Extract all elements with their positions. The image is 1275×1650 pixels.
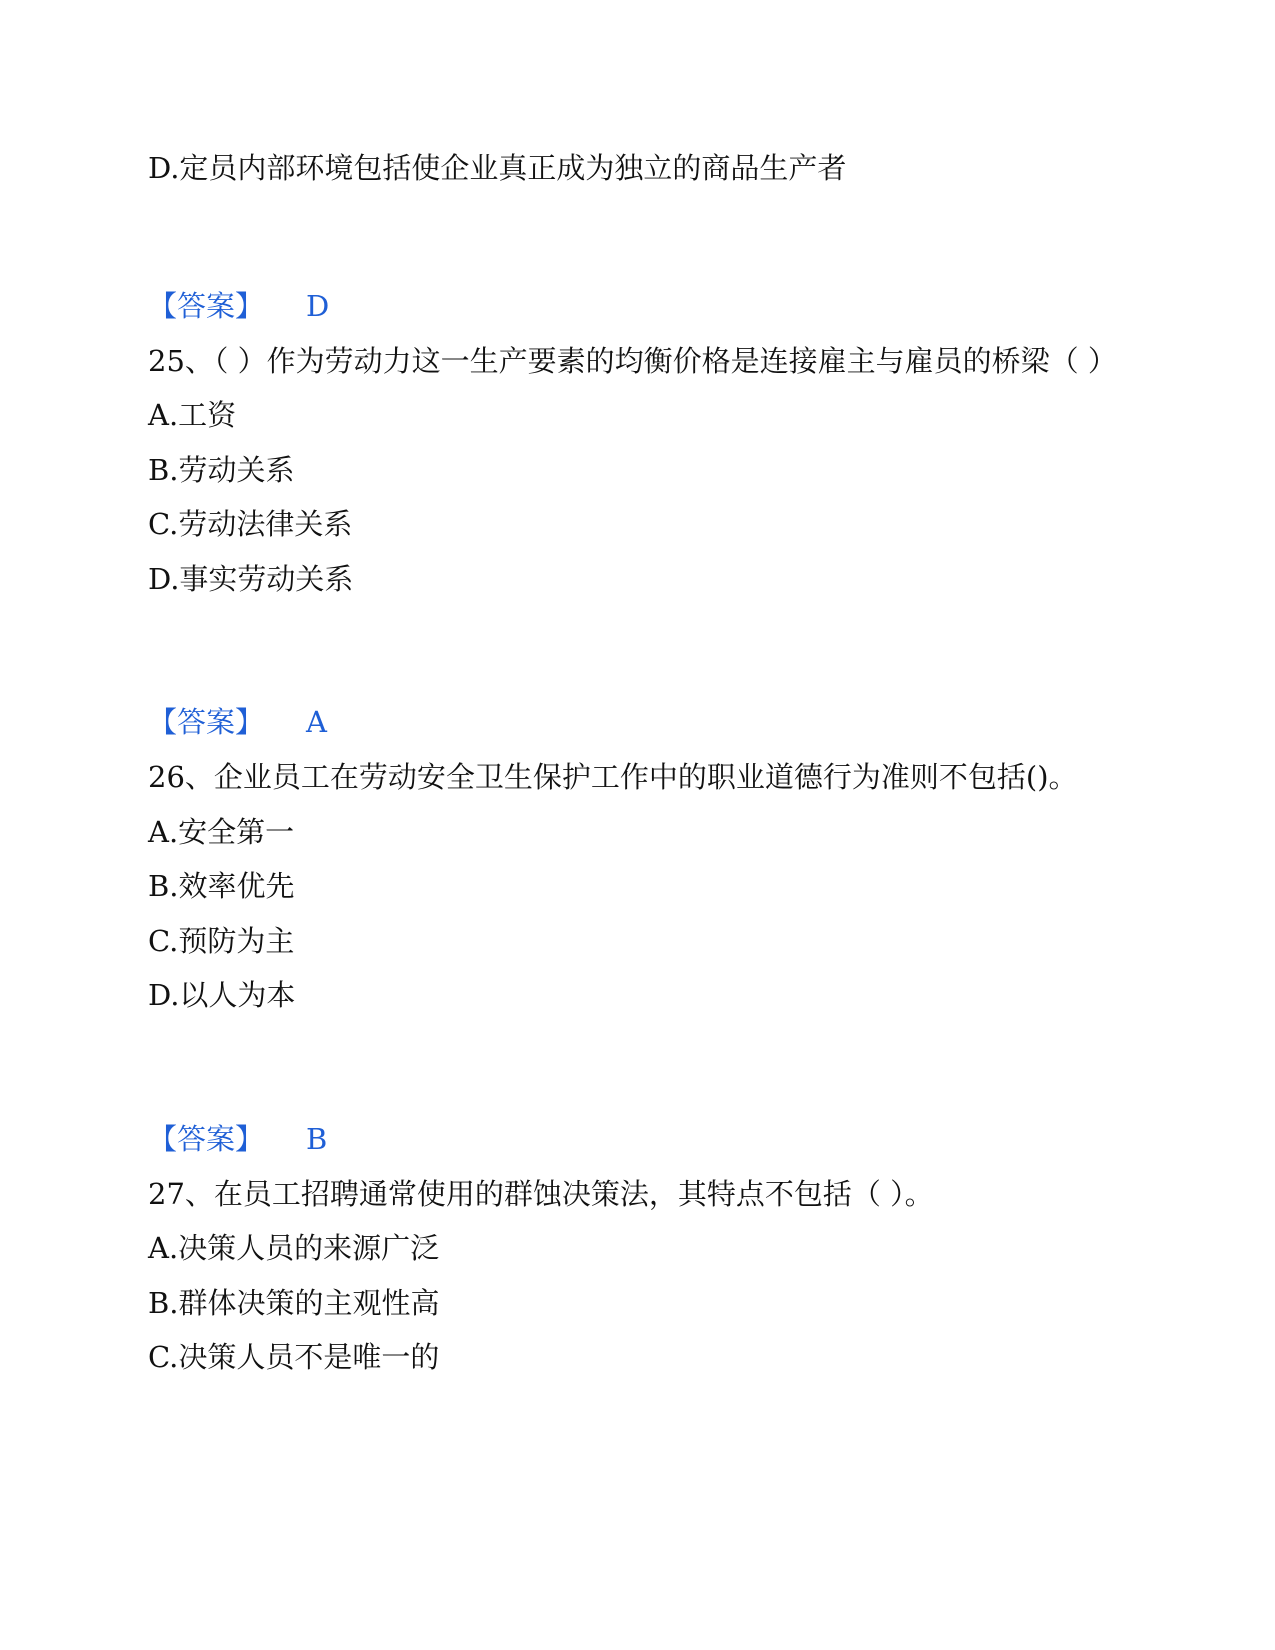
option-c: C.预防为主 <box>148 924 295 958</box>
option-d-text: D.定员内部环境包括使企业真正成为独立的商品生产者 <box>148 151 847 185</box>
answer-line <box>148 288 330 324</box>
answer-line <box>148 704 327 740</box>
answer-label: 【答案】 <box>148 705 265 739</box>
answer-label: 【答案】 <box>148 1122 265 1156</box>
question-26-text: 26、企业员工在劳动安全卫生保护工作中的职业道德行为准则不包括()。 <box>148 760 1078 794</box>
answer-value: A <box>306 705 327 739</box>
option-b: B.效率优先 <box>148 869 295 903</box>
option-a: A.决策人员的来源广泛 <box>148 1231 440 1265</box>
option-d: D.以人为本 <box>148 978 296 1012</box>
option-b: B.群体决策的主观性高 <box>148 1286 440 1320</box>
option-a: A.工资 <box>148 398 237 432</box>
answer-value: B <box>306 1122 328 1156</box>
option-a: A.安全第一 <box>148 815 295 849</box>
question-27-text: 27、在员工招聘通常使用的群蚀决策法，其特点不包括（ ）。 <box>148 1177 934 1211</box>
answer-line <box>148 1121 328 1157</box>
question-25-text: 25、（ ）作为劳动力这一生产要素的均衡价格是连接雇主与雇员的桥梁（ ） <box>148 344 1117 378</box>
option-c: C.劳动法律关系 <box>148 507 353 541</box>
option-c: C.决策人员不是唯一的 <box>148 1340 440 1374</box>
option-d: D.事实劳动关系 <box>148 562 354 596</box>
answer-label: 【答案】 <box>148 289 265 323</box>
answer-value: D <box>306 289 330 323</box>
option-b: B.劳动关系 <box>148 453 295 487</box>
